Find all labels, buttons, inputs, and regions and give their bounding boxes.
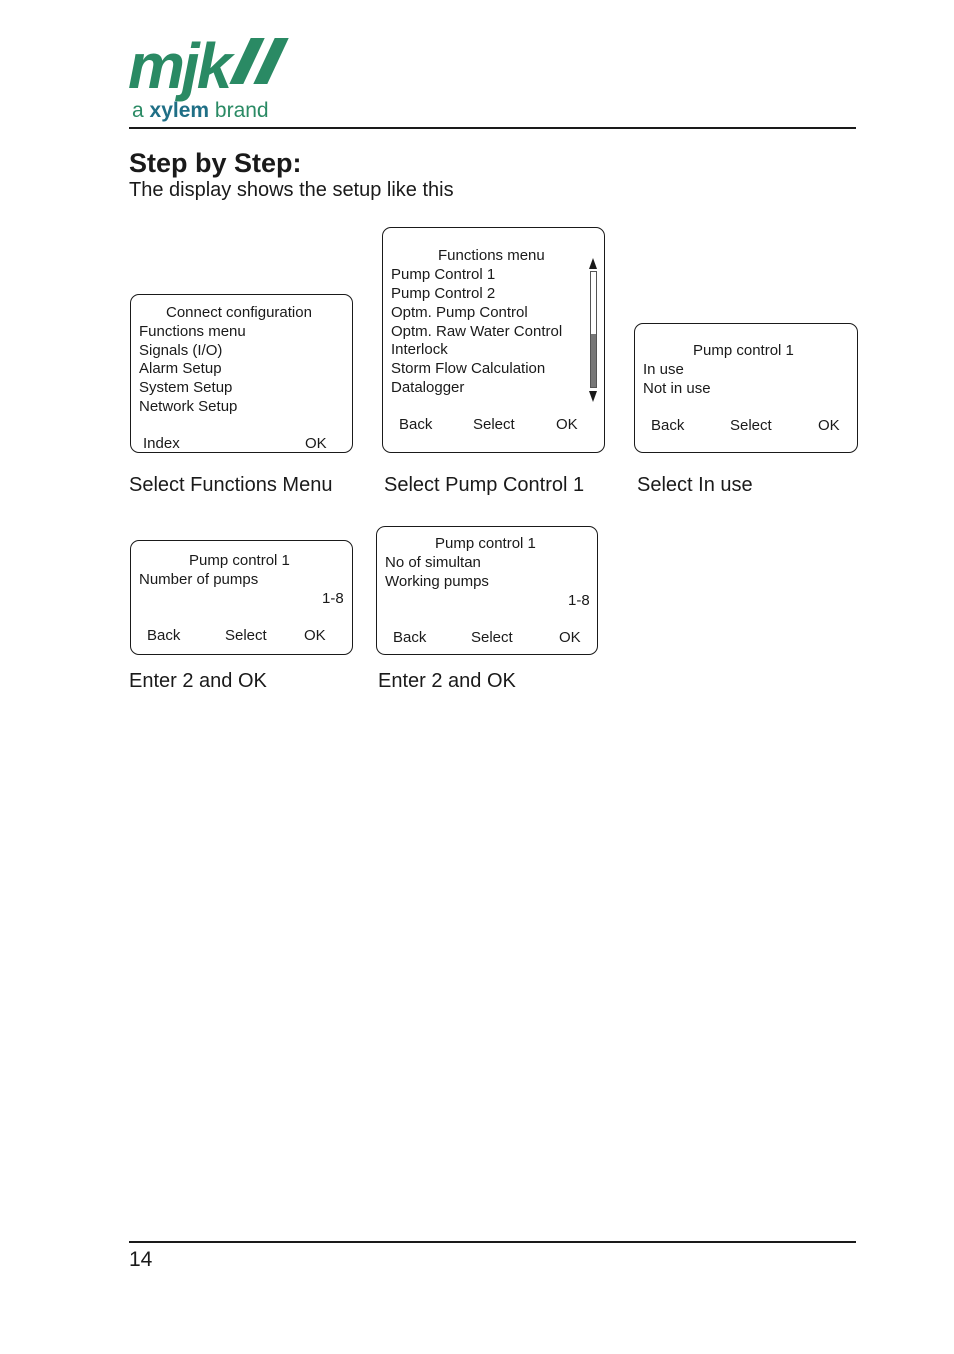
page-title: Step by Step: xyxy=(129,148,302,178)
menu-item: Network Setup xyxy=(139,398,238,415)
range-hint: 1-8 xyxy=(322,590,344,607)
scrollbar xyxy=(590,271,597,388)
display-number-of-pumps xyxy=(130,540,353,655)
menu-item: Interlock xyxy=(391,341,448,358)
menu-item: Pump Control 2 xyxy=(391,285,496,302)
ok-softkey: OK xyxy=(559,629,581,646)
display-simultaneous-pumps xyxy=(376,526,598,655)
option-item: Not in use xyxy=(643,380,711,397)
back-softkey: Back xyxy=(399,416,433,433)
page-subtitle: The display shows the setup like this xyxy=(129,179,454,201)
menu-item: Optm. Raw Water Control xyxy=(391,323,563,340)
menu-item: Alarm Setup xyxy=(139,360,222,377)
step-caption: Enter 2 and OK xyxy=(129,670,267,692)
ok-softkey: OK xyxy=(556,416,578,433)
footer-rule xyxy=(129,1241,856,1243)
screen-title: Pump control 1 xyxy=(435,535,536,552)
scroll-down-arrow-icon xyxy=(589,391,597,402)
logo-wordmark: mjk xyxy=(128,30,230,102)
option-item: In use xyxy=(643,361,684,378)
ok-softkey: OK xyxy=(305,435,327,452)
screen-title: Functions menu xyxy=(438,247,545,264)
select-softkey: Select xyxy=(471,629,513,646)
ok-softkey: OK xyxy=(304,627,326,644)
menu-item: System Setup xyxy=(139,379,233,396)
prompt-text: No of simultan xyxy=(385,554,481,571)
ok-softkey: OK xyxy=(818,417,840,434)
select-softkey: Select xyxy=(473,416,515,433)
menu-item: Pump Control 1 xyxy=(391,266,496,283)
menu-item: Functions menu xyxy=(139,323,246,340)
step-caption: Select Pump Control 1 xyxy=(384,474,585,496)
step-caption: Select Functions Menu xyxy=(129,474,333,496)
scroll-up-arrow-icon xyxy=(589,258,597,269)
header-rule xyxy=(129,127,856,129)
back-softkey: Back xyxy=(393,629,427,646)
screen-title: Pump control 1 xyxy=(189,552,290,569)
range-hint: 1-8 xyxy=(568,592,590,609)
step-caption: Select In use xyxy=(637,474,753,496)
prompt-text: Working pumps xyxy=(385,573,489,590)
menu-item: Datalogger xyxy=(391,379,465,396)
index-softkey: Index xyxy=(143,435,180,452)
back-softkey: Back xyxy=(651,417,685,434)
menu-item: Signals (I/O) xyxy=(139,342,223,359)
display-connect-configuration xyxy=(130,294,353,453)
screen-title: Connect configuration xyxy=(166,304,312,321)
display-pump-control-in-use xyxy=(634,323,858,453)
select-softkey: Select xyxy=(730,417,772,434)
display-functions-menu xyxy=(382,227,605,453)
select-softkey: Select xyxy=(225,627,267,644)
brand-suffix: brand xyxy=(209,99,269,122)
brand-name: xylem xyxy=(149,99,210,122)
menu-item: Optm. Pump Control xyxy=(391,304,528,321)
prompt-text: Number of pumps xyxy=(139,571,259,588)
scrollbar-thumb xyxy=(591,334,596,387)
page-number: 14 xyxy=(129,1248,153,1271)
back-softkey: Back xyxy=(147,627,181,644)
brand-tagline xyxy=(132,99,269,123)
brand-prefix: a xyxy=(132,99,150,122)
step-caption: Enter 2 and OK xyxy=(378,670,516,692)
screen-title: Pump control 1 xyxy=(693,342,794,359)
menu-item: Storm Flow Calculation xyxy=(391,360,546,377)
